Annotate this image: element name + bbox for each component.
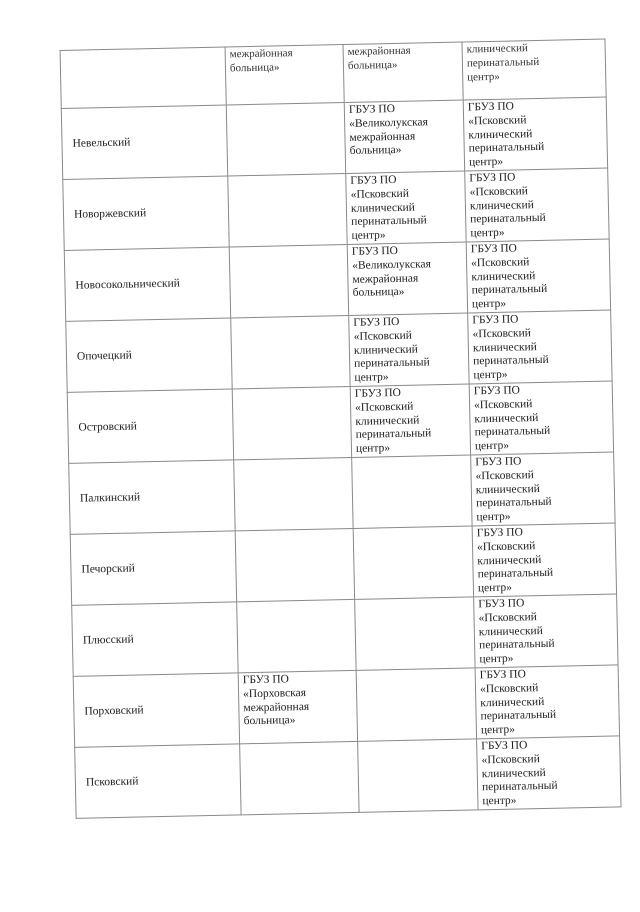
- level-2-cell: ГБУЗ ПО «Псковский клинический перинатальный центр»: [346, 171, 466, 244]
- level-3-cell: ГБУЗ ПО «Псковский клинический перинатальный центр»: [465, 168, 609, 242]
- level-2-cell: ГБУЗ ПО «Псковский клинический перинатальный центр»: [349, 313, 469, 386]
- table-row: [66, 310, 612, 392]
- district-cell: Плюсский: [72, 602, 238, 676]
- level-2-cell: [353, 526, 473, 599]
- district-cell: Новоржевский: [63, 176, 229, 250]
- level-1-cell: [229, 245, 348, 318]
- district-cell: Псковский: [75, 744, 241, 818]
- routing-table: [60, 39, 622, 819]
- table-row: [64, 239, 610, 321]
- level-3-cell: ГБУЗ ПО «Псковский клинический перинатальный центр»: [472, 523, 616, 597]
- district-cell: Порховский: [73, 673, 239, 747]
- level-1-cell: [231, 315, 350, 388]
- level-1-cell: [240, 741, 359, 814]
- level-1-cell: [232, 386, 351, 459]
- district-cell: Невельский: [61, 105, 227, 179]
- level-3-cell: ГБУЗ ПО «Псковский клинический перинатальный центр»: [463, 97, 607, 171]
- level-1-cell: [234, 457, 353, 530]
- table-row: [70, 523, 616, 605]
- district-cell: Опочецкий: [66, 318, 232, 392]
- level-2-cell: ГБУЗ ПО «Великолукская межрайонная больница»: [347, 242, 467, 315]
- district-cell: Островский: [67, 389, 233, 463]
- level-3-cell: ГБУЗ ПО «Псковский клинический перинатальный центр»: [471, 452, 615, 526]
- level-3-cell: ГБУЗ ПО «Псковский клинический перинатальный центр»: [477, 736, 621, 810]
- level-3-cell: ГБУЗ ПО «Псковский клинический перинатальный центр»: [474, 594, 618, 668]
- table-row: [73, 665, 619, 747]
- header-cell-level-1: межрайонная больница»: [225, 45, 344, 105]
- header-cell-district: [60, 47, 226, 108]
- level-2-cell: ГБУЗ ПО «Великолукская межрайонная больница»: [344, 100, 464, 173]
- level-3-cell: ГБУЗ ПО «Псковский клинический перинатальный центр»: [475, 665, 619, 739]
- level-2-cell: [352, 455, 472, 528]
- table-row: [61, 97, 607, 179]
- level-2-cell: ГБУЗ ПО «Псковский клинический перинатальный центр»: [350, 384, 470, 457]
- level-2-cell: [355, 597, 475, 670]
- level-2-cell: [358, 739, 478, 812]
- table-row: [75, 736, 621, 818]
- level-1-cell: [235, 528, 354, 601]
- level-1-cell: [228, 174, 347, 247]
- level-1-cell: [226, 103, 345, 176]
- level-3-cell: ГБУЗ ПО «Псковский клинический перинатальный центр»: [469, 381, 613, 455]
- table-row: [69, 452, 615, 534]
- level-3-cell: ГБУЗ ПО «Псковский клинический перинатальный центр»: [466, 239, 610, 313]
- district-cell: Палкинский: [69, 460, 235, 534]
- district-cell: Печорский: [70, 531, 236, 605]
- level-2-cell: [356, 668, 476, 741]
- level-1-cell: [237, 599, 356, 672]
- district-cell: Новосокольнический: [64, 247, 230, 321]
- header-cell-level-3: клинический перинатальный центр»: [462, 39, 606, 100]
- level-3-cell: ГБУЗ ПО «Псковский клинический перинатальный центр»: [468, 310, 612, 384]
- table-row: [63, 168, 609, 250]
- header-cell-level-2: межрайонная больница»: [343, 42, 463, 102]
- table-row: [72, 594, 618, 676]
- table-row: [67, 381, 613, 463]
- level-1-cell: ГБУЗ ПО «Порховская межрайонная больница»: [238, 670, 357, 743]
